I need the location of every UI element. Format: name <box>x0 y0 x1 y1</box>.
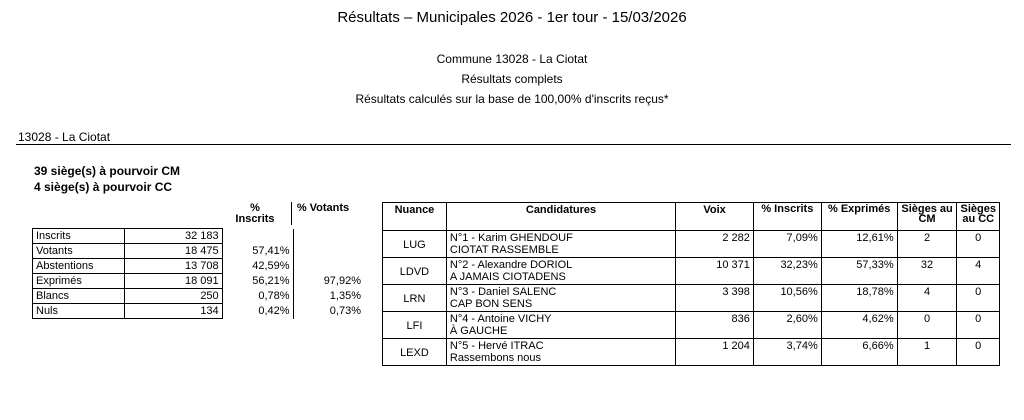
sieges-cm-cell: 2 <box>897 231 957 258</box>
stat-pct-inscrits <box>222 229 293 244</box>
pct-inscrits-cell: 3,74% <box>753 339 821 366</box>
sieges-cc-cell: 0 <box>957 339 1000 366</box>
stats-row-abstentions <box>33 259 365 274</box>
candidate-name: N°3 - Daniel SALENC <box>449 286 557 298</box>
voix-cell: 10 371 <box>676 258 754 285</box>
stats-header-pct-votants: % Votants <box>296 202 350 214</box>
sieges-cc-cell: 4 <box>957 258 1000 285</box>
stat-pct-votants: 1,35% <box>293 289 364 304</box>
candidature-cell <box>446 231 675 258</box>
pct-inscrits-cell: 2,60% <box>753 312 821 339</box>
nuance-cell: LRN <box>383 285 447 312</box>
stat-label: Inscrits <box>33 229 125 244</box>
stat-pct-inscrits: 0,42% <box>258 305 290 317</box>
candidature-cell <box>446 258 675 285</box>
col-header-pct-inscrits: % Inscrits <box>753 203 821 231</box>
stat-pct-inscrits: 57,41% <box>252 245 290 257</box>
stat-pct-inscrits: 42,59% <box>252 260 290 272</box>
seats-cc: 4 siège(s) à pourvoir CC <box>34 180 173 194</box>
stats-row-exprimes <box>33 274 365 289</box>
stat-label: Exprimés <box>33 274 125 289</box>
stat-pct-votants <box>293 259 364 274</box>
pct-inscrits-cell: 7,09% <box>753 231 821 258</box>
sieges-cm-cell: 0 <box>897 312 957 339</box>
nuance-cell: LEXD <box>383 339 447 366</box>
col-header-nuance: Nuance <box>383 203 447 231</box>
table-row <box>383 258 1000 285</box>
stats-header-pct-inscrits: % Inscrits <box>235 202 275 225</box>
pct-inscrits-cell: 10,56% <box>753 285 821 312</box>
col-header-sieges-cm: Sièges au CM <box>897 203 957 231</box>
table-row <box>383 339 1000 366</box>
pct-exprimes-cell: 4,62% <box>821 312 897 339</box>
stats-row-inscrits <box>33 229 365 244</box>
nuance-cell: LUG <box>383 231 447 258</box>
voix-cell: 3 398 <box>676 285 754 312</box>
nuance-cell: LFI <box>383 312 447 339</box>
sieges-cc-cell: 0 <box>957 312 1000 339</box>
commune-label: 13028 - La Ciotat <box>18 130 111 144</box>
stat-label: Nuls <box>33 304 125 319</box>
voix-cell: 1 204 <box>676 339 754 366</box>
candidate-name: N°4 - Antoine VICHY <box>449 313 552 325</box>
stat-label: Votants <box>33 244 125 259</box>
commune-divider <box>16 144 1011 145</box>
candidate-name: N°5 - Hervé ITRAC <box>449 340 544 352</box>
candidature-cell <box>446 312 675 339</box>
candidate-name: N°2 - Alexandre DORIOL <box>449 259 573 271</box>
stat-value: 250 <box>124 289 222 304</box>
sieges-cm-cell: 4 <box>897 285 957 312</box>
sieges-cm-cell: 32 <box>897 258 957 285</box>
list-name: CAP BON SENS <box>449 298 533 310</box>
voix-cell: 836 <box>676 312 754 339</box>
pct-inscrits-cell: 32,23% <box>753 258 821 285</box>
stats-row-blancs <box>33 289 365 304</box>
candidates-table <box>382 202 1000 366</box>
list-name: Rassembons nous <box>449 352 541 364</box>
stat-pct-votants: 0,73% <box>293 304 364 319</box>
stat-pct-inscrits: 0,78% <box>258 290 290 302</box>
voix-cell: 2 282 <box>676 231 754 258</box>
results-header-row <box>383 203 1000 231</box>
list-name: À GAUCHE <box>449 325 508 337</box>
col-header-candidatures: Candidatures <box>446 203 675 231</box>
stats-row-nuls <box>33 304 365 319</box>
results-scope: Résultats complets <box>461 72 563 86</box>
stat-label: Abstentions <box>33 259 125 274</box>
stat-pct-votants: 97,92% <box>293 274 364 289</box>
sieges-cc-cell: 0 <box>957 231 1000 258</box>
col-header-sieges-cc: Sièges au CC <box>957 203 1000 231</box>
stat-value: 13 708 <box>124 259 222 274</box>
table-row <box>383 231 1000 258</box>
page-title: Résultats – Municipales 2026 - 1er tour - 15/03/2026 <box>337 9 687 26</box>
pct-exprimes-cell: 18,78% <box>821 285 897 312</box>
stat-pct-inscrits: 56,21% <box>252 275 290 287</box>
seats-cm: 39 siège(s) à pourvoir CM <box>34 164 181 178</box>
results-basis-note: Résultats calculés sur la base de 100,00% d'inscrits reçus* <box>355 92 669 106</box>
stat-pct-votants <box>293 244 364 259</box>
pct-exprimes-cell: 12,61% <box>821 231 897 258</box>
stat-label: Blancs <box>33 289 125 304</box>
stat-value: 18 475 <box>124 244 222 259</box>
stat-value: 134 <box>124 304 222 319</box>
list-name: A JAMAIS CIOTADENS <box>449 271 566 283</box>
candidate-name: N°1 - Karim GHENDOUF <box>449 232 573 244</box>
table-row <box>383 285 1000 312</box>
pct-exprimes-cell: 6,66% <box>821 339 897 366</box>
sieges-cm-cell: 1 <box>897 339 957 366</box>
pct-exprimes-cell: 57,33% <box>821 258 897 285</box>
turnout-table <box>32 228 364 319</box>
stats-row-votants <box>33 244 365 259</box>
col-header-voix: Voix <box>676 203 754 231</box>
stats-header-divider <box>291 202 292 225</box>
table-row <box>383 312 1000 339</box>
stat-pct-votants <box>293 229 364 244</box>
list-name: CIOTAT RASSEMBLE <box>449 244 559 256</box>
nuance-cell: LDVD <box>383 258 447 285</box>
candidature-cell <box>446 339 675 366</box>
sieges-cc-cell: 0 <box>957 285 1000 312</box>
commune-heading: Commune 13028 - La Ciotat <box>436 52 588 66</box>
candidature-cell <box>446 285 675 312</box>
stat-value: 18 091 <box>124 274 222 289</box>
col-header-pct-exprimes: % Exprimés <box>821 203 897 231</box>
stat-value: 32 183 <box>124 229 222 244</box>
